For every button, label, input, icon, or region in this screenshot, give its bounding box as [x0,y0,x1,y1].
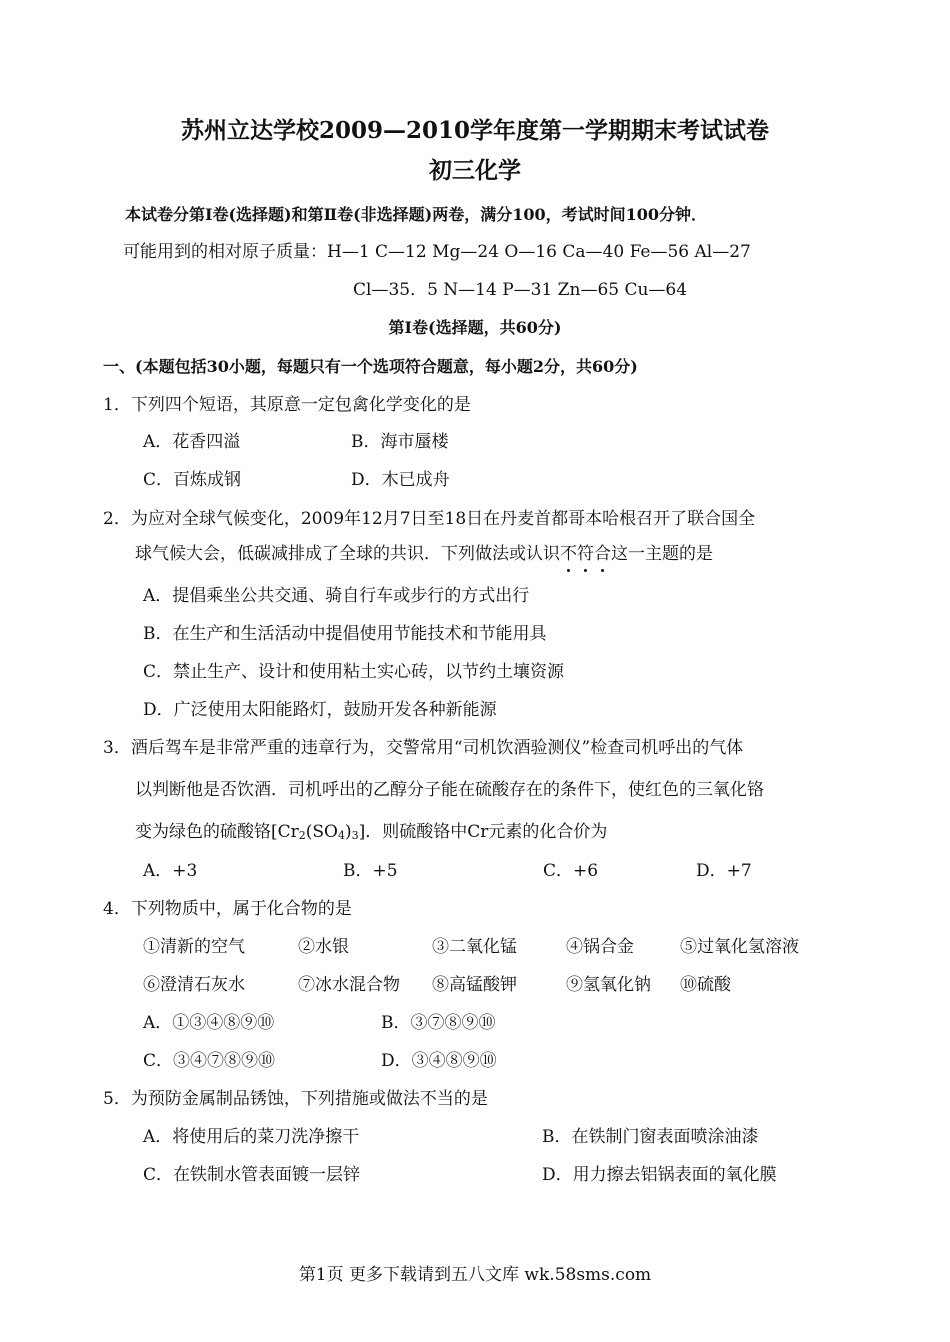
emphasis-char: 符 [577,544,594,564]
section-instructions: 一、(本题包括30小题，每题只有一个选项符合题意，每小题2分，共60分) [103,357,638,376]
substance-item: ⑧高锰酸钾 [432,975,517,995]
option-a: A．①③④⑧⑨⑩ [143,1013,275,1033]
stem-text: ) [345,822,352,842]
stem-text: ]．则硫酸铬中Cr元素的化合价为 [358,822,608,842]
option-c: C．③④⑦⑧⑨⑩ [143,1051,276,1071]
option-b: B．③⑦⑧⑨⑩ [381,1013,496,1033]
subscript: 4 [338,829,345,842]
option-b: B．海市蜃楼 [351,432,449,452]
subscript: 3 [351,829,359,842]
option-c: C．+6 [543,861,599,881]
option-b: B．在生产和生活活动中提倡使用节能技术和节能用具 [143,624,547,644]
question-stem-line2 [135,543,713,565]
substance-item: ⑨氢氧化钠 [566,975,651,995]
subscript: 2 [298,829,306,842]
exam-instructions: 本试卷分第Ⅰ卷(选择题)和第Ⅱ卷(非选择题)两卷，满分100，考试时间100分钟． [125,205,708,224]
question-stem-line1: 3．酒后驾车是非常严重的违章行为，交警常用“司机饮酒验测仪”检查司机呼出的气体 [103,738,744,758]
option-d: D．广泛使用太阳能路灯，鼓励开发各种新能源 [143,700,497,720]
option-d: D．③④⑧⑨⑩ [381,1051,497,1071]
option-c: C．在铁制水管表面镀一层锌 [143,1165,361,1185]
substance-item: ①清新的空气 [143,937,245,957]
option-c: C．百炼成钢 [143,470,242,490]
option-a: A．+3 [143,861,198,881]
substance-item: ④锅合金 [566,937,634,957]
emphasis-char: 不 [560,544,577,564]
option-d: D．用力擦去铝锅表面的氧化膜 [542,1165,777,1185]
option-a: A．将使用后的菜刀洗净擦干 [143,1127,360,1147]
section-title: 第Ⅰ卷(选择题，共60分) [388,318,562,337]
question-stem-line3 [135,821,607,843]
option-c: C．禁止生产、设计和使用粘土实心砖，以节约土壤资源 [143,662,565,682]
substance-item: ⑥澄清石灰水 [143,975,245,995]
question-stem-line1: 2．为应对全球气候变化，2009年12月7日至18日在丹麦首都哥本哈根召开了联合国全 [103,509,756,529]
question-stem-line2: 以判断他是否饮酒．司机呼出的乙醇分子能在硫酸存在的条件下，使红色的三氧化铬 [135,780,764,800]
exam-subtitle: 初三化学 [429,157,521,184]
emphasis-char: 合 [594,544,611,564]
option-b: B．在铁制门窗表面喷涂油漆 [542,1127,759,1147]
stem-text: (SO [305,822,338,842]
substance-item: ②水银 [298,937,349,957]
substance-item: ⑤过氧化氢溶液 [680,937,799,957]
option-d: D．木已成舟 [351,470,450,490]
substance-item: ③二氧化锰 [432,937,517,957]
option-b: B．+5 [343,861,398,881]
stem-text: 球气候大会，低碳减排成了全球的共识．下列做法或认识 [135,544,560,564]
page-footer: 第1页 更多下载请到五八文库 wk.58sms.com [298,1265,652,1285]
substance-item: ⑦冰水混合物 [298,975,400,995]
option-d: D．+7 [696,861,752,881]
stem-text: 这一主题的是 [611,544,713,564]
question-stem: 5．为预防金属制品锈蚀，下列措施或做法不当的是 [103,1089,488,1109]
atomic-masses-line2: Cl—35．5 N—14 P—31 Zn—65 Cu—64 [353,280,688,300]
atomic-masses-line1: 可能用到的相对原子质量：H—1 C—12 Mg—24 O—16 Ca—40 Fe—56 Al—27 [123,242,751,262]
option-a: A．提倡乘坐公共交通、骑自行车或步行的方式出行 [143,586,530,606]
substance-item: ⑩硫酸 [680,975,731,995]
stem-text: 变为绿色的硫酸铬[Cr [135,822,299,842]
exam-title: 苏州立达学校2009—2010学年度第一学期期末考试试卷 [180,117,770,144]
question-stem: 4．下列物质中，属于化合物的是 [103,899,352,919]
option-a: A．花香四溢 [143,432,241,452]
question-stem: 1．下列四个短语，其原意一定包禽化学变化的是 [103,395,471,415]
